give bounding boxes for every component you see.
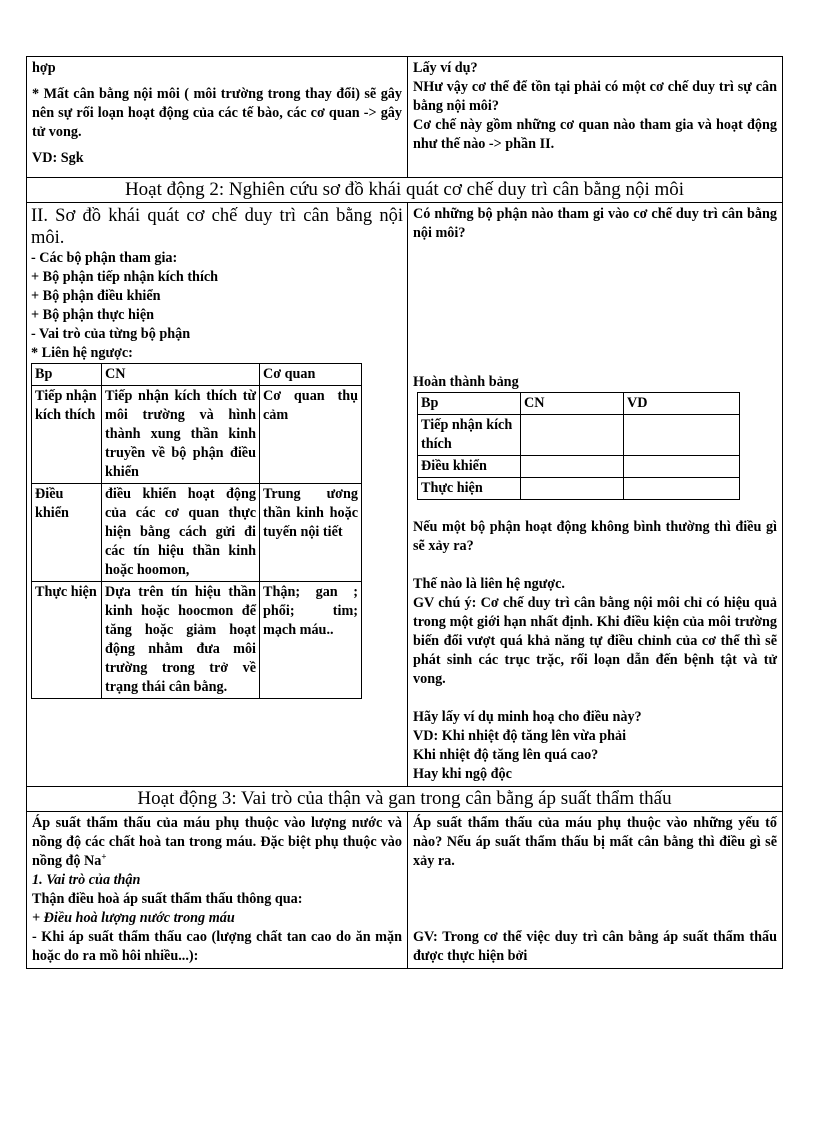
cell-left-intro (27, 57, 408, 178)
cell-blank[interactable] (521, 415, 624, 456)
question-malfunction: Nếu một bộ phận hoạt động không bình thường thì điều gì sẽ xảy ra? (413, 519, 777, 554)
item-effector: + Bộ phận thực hiện (31, 307, 155, 323)
cell-right-osmotic (408, 812, 783, 969)
item-controller: + Bộ phận điều khiển (31, 288, 161, 304)
activity3-heading: Hoạt động 3: Vai trò của thận và gan trong cân bằng áp suất thẩm thấu (27, 787, 783, 812)
text-imbalance: * Mất cân bằng nội môi ( môi trường trong thay đổi) sẽ gây nên sự rối loạn hoạt động của các tế bào, các cơ quan -> gây tử vong. (32, 86, 402, 140)
item-feedback: * Liên hệ ngược: (31, 345, 133, 361)
cell-right-intro (408, 57, 783, 178)
question-example: Lấy ví dụ? (413, 60, 478, 76)
table-title: Hoàn thành bảng (413, 374, 519, 390)
table-row (418, 478, 740, 500)
header-bp: Bp (418, 393, 521, 415)
table-row (32, 386, 362, 484)
osmotic-text: Áp suất thẩm thấu của máu phụ thuộc vào lượng nước và nồng độ các chất hoà tan trong máu. Đặc biệt phụ thuộc vào nồng độ Na (32, 815, 402, 869)
question-organs: Cơ chế này gồm những cơ quan nào tham gia và hoạt động như thế nào -> phần II. (413, 117, 777, 152)
cell-blank[interactable] (521, 456, 624, 478)
na-superscript: + (101, 851, 107, 862)
cell-blank[interactable] (624, 415, 740, 456)
cell-part: Tiếp nhận kích thích (32, 386, 102, 484)
cell-part: Điều khiển (418, 456, 521, 478)
cell-left-osmotic (27, 812, 408, 969)
teacher-osmotic: GV: Trong cơ thể việc duy trì cân bằng áp suất thẩm thấu được thực hiện bởi (413, 929, 777, 964)
fill-table-header (418, 393, 740, 415)
cell-part: Điều khiển (32, 484, 102, 582)
section-ii-title: II. Sơ đồ khái quát cơ chế duy trì cân bằng nội môi. (31, 206, 403, 248)
water-regulation: + Điều hoà lượng nước trong máu (32, 910, 235, 926)
teacher-note: GV chú ý: Cơ chế duy trì cân bằng nội môi chỉ có hiệu quả trong một giới hạn nhất định. Khi điều kiện của môi trường biến đổi vượt quá khả năng tự điều chỉnh của cơ thể thì sẽ phát sinh các trục trặc, rối loạn dẫn đến bệnh tật và tử vong. (413, 595, 777, 687)
cell-organ: Trung ương thần kinh hoặc tuyến nội tiết (260, 484, 362, 582)
header-organ: Cơ quan (260, 364, 362, 386)
question-illustrate: Hãy lấy ví dụ minh hoạ cho điều này? (413, 709, 642, 725)
kidney-heading: 1. Vai trò của thận (32, 872, 141, 888)
cell-part: Thực hiện (418, 478, 521, 500)
example-poisoning: Hay khi ngộ độc (413, 766, 512, 782)
header-vd: VD (624, 393, 740, 415)
activity2-heading: Hoạt động 2: Nghiên cứu sơ đồ khái quát cơ chế duy trì cân bằng nội môi (27, 178, 783, 203)
lesson-table (26, 56, 783, 969)
row-intro (27, 57, 783, 178)
cell-part: Thực hiện (32, 582, 102, 699)
item-roles: - Vai trò của từng bộ phận (31, 326, 191, 342)
question-osmotic: Áp suất thẩm thấu của máu phụ thuộc vào những yếu tố nào? Nếu áp suất thẩm thấu bị mất cân bằng thì điều gì sẽ xảy ra. (413, 815, 777, 869)
osmotic-paragraph (32, 814, 402, 871)
cell-function: Dựa trên tín hiệu thần kinh hoặc hoocmon để tăng hoặc giảm hoạt động nhằm đưa môi trường trong trở về trạng thái cân bằng. (102, 582, 260, 699)
cell-blank[interactable] (624, 478, 740, 500)
row-scheme (27, 203, 783, 787)
high-pressure-case: - Khi áp suất thẩm thấu cao (lượng chất tan cao do ăn mặn hoặc do ra mồ hôi nhiều...): (32, 929, 402, 964)
question-parts: Có những bộ phận nào tham gi vào cơ chế duy trì cân bằng nội môi? (413, 206, 777, 241)
cell-organ: Thận; gan ; phổi; tim; mạch máu.. (260, 582, 362, 699)
example-high-temp: Khi nhiệt độ tăng lên quá cao? (413, 747, 599, 763)
header-bp: Bp (32, 364, 102, 386)
table-row (418, 415, 740, 456)
cell-left-scheme (27, 203, 408, 787)
document-page (26, 56, 782, 969)
kidney-regulation: Thận điều hoà áp suất thẩm thấu thông qua: (32, 891, 303, 907)
cell-organ: Cơ quan thụ cảm (260, 386, 362, 484)
row-osmotic (27, 812, 783, 969)
cell-function: điều khiển hoạt động của các cơ quan thực hiện bằng cách gửi đi các tín hiệu thần kinh hoặc hoomon, (102, 484, 260, 582)
cell-blank[interactable] (521, 478, 624, 500)
text-hop: hợp (32, 60, 56, 76)
roles-table-header (32, 364, 362, 386)
header-cn: CN (521, 393, 624, 415)
question-feedback: Thế nào là liên hệ ngược. (413, 576, 565, 592)
fill-table (417, 392, 740, 500)
header-cn: CN (102, 364, 260, 386)
row-activity2 (27, 178, 783, 203)
table-row (32, 582, 362, 699)
cell-part: Tiếp nhận kích thích (418, 415, 521, 456)
row-activity3 (27, 787, 783, 812)
table-row (32, 484, 362, 582)
text-vd-sgk: VD: Sgk (32, 150, 84, 166)
example-moderate-temp: VD: Khi nhiệt độ tăng lên vừa phải (413, 728, 627, 744)
cell-right-scheme (408, 203, 783, 787)
item-receptor: + Bộ phận tiếp nhận kích thích (31, 269, 219, 285)
question-mechanism: NHư vậy cơ thể để tồn tại phải có một cơ chế duy trì sự cân bằng nội môi? (413, 79, 777, 114)
roles-table (31, 363, 362, 699)
table-row (418, 456, 740, 478)
item-parts: - Các bộ phận tham gia: (31, 250, 178, 266)
cell-blank[interactable] (624, 456, 740, 478)
cell-function: Tiếp nhận kích thích từ môi trường và hình thành xung thần kinh truyền về bộ phận điều khiển (102, 386, 260, 484)
